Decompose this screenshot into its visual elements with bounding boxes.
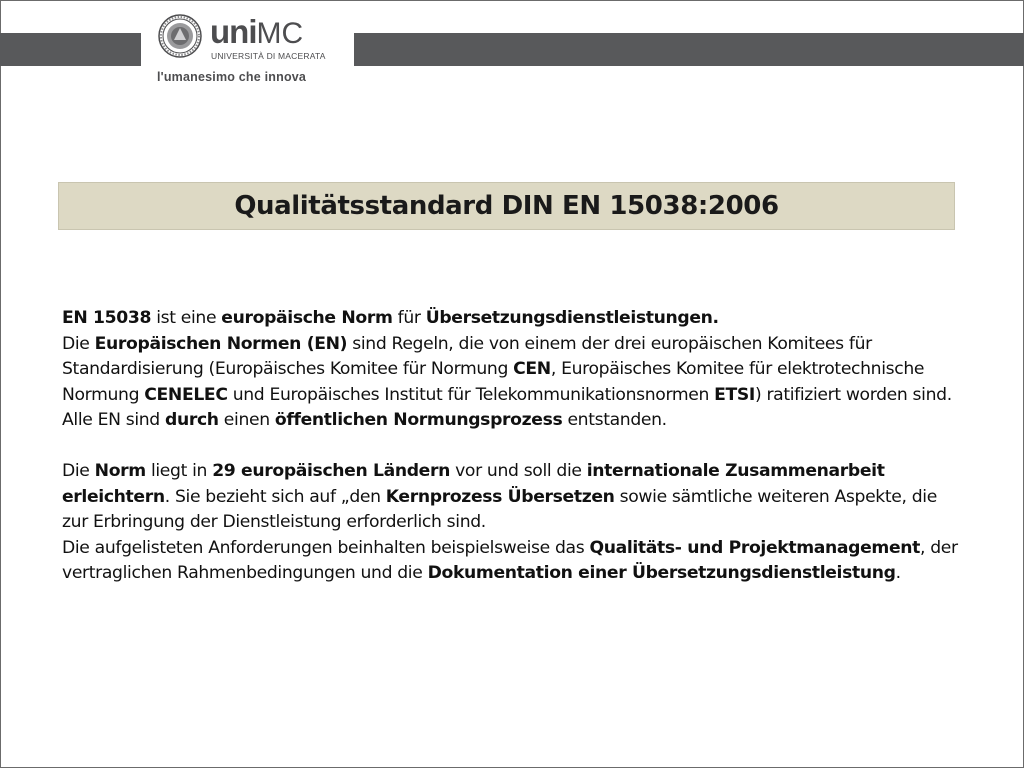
paragraph2-run: und Europäisches Institut für Telekommunikationsnormen [227,384,715,405]
logo-brand: uniMC [210,13,304,50]
paragraph4-run: Dokumentation einer Übersetzungsdienstleistung [427,563,896,583]
paragraph-4 [62,536,962,587]
paragraph3-run: 29 europäischen Ländern [212,461,450,481]
header-bar-left [0,33,141,66]
paragraph-2 [62,332,962,434]
paragraph3-run: internationale Zusammenarbeit erleichtern [62,461,885,507]
unimc-logo [154,10,342,90]
paragraph4-run: . [895,563,901,583]
slide-title: Qualitätsstandard DIN EN 15038:2006 [234,191,779,221]
paragraph2-run: Europäischen Normen (EN) [94,333,348,354]
paragraph2-run: , Europäisches Komitee für elektrotechnische Normung [62,359,925,405]
header-bar-right [354,33,1024,66]
paragraph2-run: ETSI [714,384,755,405]
paragraph3-run: vor und soll die [450,461,587,481]
paragraph1-run: Übersetzungsdienstleistungen. [425,308,719,328]
paragraph1-run: europäische Norm [221,308,393,328]
paragraph2-run: entstanden. [562,410,667,430]
paragraph2-run: einen [218,410,275,430]
university-seal-icon [158,14,202,58]
paragraph2-run: CENELEC [144,384,228,405]
paragraph4-run: Qualitäts- und Projektmanagement [589,537,921,558]
paragraph-3 [62,459,962,536]
paragraph2-run: öffentlichen Normungsprozess [274,410,563,430]
logo-motto: l'umanesimo che innova [157,70,307,84]
paragraph2-run: Die [62,333,95,354]
title-band [58,182,955,230]
paragraph2-run: CEN [513,359,551,379]
slide-body [62,306,962,587]
paragraph1-run: ist eine [151,308,222,328]
paragraph4-run: , der vertraglichen Rahmenbedingungen und die [62,537,958,583]
paragraph2-run: durch [164,410,219,430]
paragraph4-run: Die aufgelisteten Anforderungen beinhalten beispielsweise das [62,537,590,558]
paragraph1-run: für [392,308,426,328]
logo-university-name: UNIVERSITÀ DI MACERATA [211,51,326,61]
paragraph1-run: EN 15038 [62,308,152,328]
paragraph3-run: liegt in [145,461,213,481]
paragraph-1 [62,306,962,332]
paragraph3-run: Die [62,461,95,481]
paragraph-gap [62,434,962,460]
paragraph3-run: . Sie bezieht sich auf „den [164,486,386,507]
paragraph3-run: sowie sämtliche weiteren Aspekte, die zur Erbringung der Dienstleistung erforderlich sind. [62,486,937,532]
paragraph2-run: ) ratifiziert worden sind. Alle EN sind [62,384,952,430]
paragraph3-run: Kernprozess Übersetzen [385,486,615,507]
paragraph2-run: sind Regeln, die von einem der drei europäischen Komitees für Standardisierung (Europäisches Komitee für Normung [62,333,872,379]
paragraph3-run: Norm [94,461,146,481]
